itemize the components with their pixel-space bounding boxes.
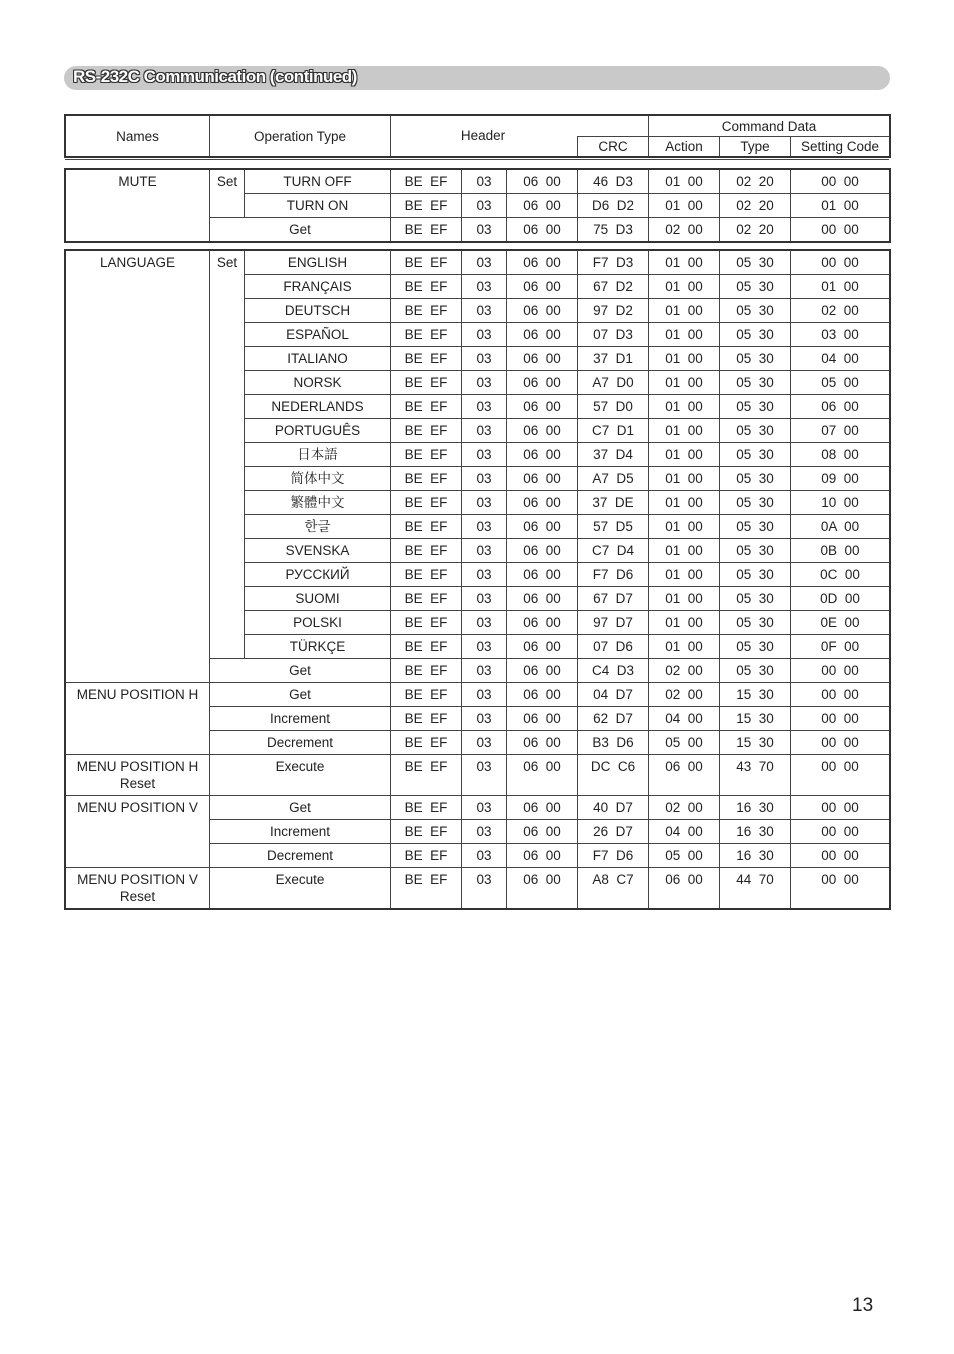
header-bytes-cell: BE EF [391, 659, 462, 683]
crc-cell: 67 D7 [578, 587, 649, 611]
setting-code-cell: 00 00 [791, 707, 890, 731]
action-cell: 01 00 [649, 467, 720, 491]
col-operation-type-header: Operation Type [210, 116, 391, 157]
crc-cell: 07 D6 [578, 635, 649, 659]
action-cell: 02 00 [649, 659, 720, 683]
header-bytes-cell: BE EF [391, 796, 462, 820]
menu-name-cell: MENU POSITION V [66, 796, 210, 868]
page-number: 13 [852, 1295, 874, 1316]
header-length-cell: 03 [462, 820, 507, 844]
crc-cell: 37 D1 [578, 347, 649, 371]
header-size-cell: 06 00 [507, 868, 578, 909]
header-size-cell: 06 00 [507, 563, 578, 587]
header-length-cell: 03 [462, 515, 507, 539]
setting-code-cell: 02 00 [791, 299, 890, 323]
type-cell: 05 30 [720, 635, 791, 659]
action-cell: 06 00 [649, 755, 720, 796]
type-cell: 05 30 [720, 347, 791, 371]
header-bytes-cell: BE EF [391, 371, 462, 395]
header-size-cell: 06 00 [507, 491, 578, 515]
setting-code-cell: 03 00 [791, 323, 890, 347]
header-bytes-cell: BE EF [391, 170, 462, 194]
header-length-cell: 03 [462, 731, 507, 755]
header-length-cell: 03 [462, 539, 507, 563]
header-bytes-cell: BE EF [391, 419, 462, 443]
type-cell: 05 30 [720, 611, 791, 635]
setting-code-cell: 00 00 [791, 659, 890, 683]
crc-cell: 04 D7 [578, 683, 649, 707]
header-bytes-cell: BE EF [391, 844, 462, 868]
type-cell: 05 30 [720, 251, 791, 275]
type-cell: 16 30 [720, 796, 791, 820]
operation-cell: 日本語 [245, 443, 391, 467]
header-size-cell: 06 00 [507, 251, 578, 275]
action-cell: 01 00 [649, 371, 720, 395]
col-type-header: Type [720, 137, 791, 157]
crc-cell: 57 D5 [578, 515, 649, 539]
type-cell: 05 30 [720, 467, 791, 491]
header-bytes-cell: BE EF [391, 755, 462, 796]
header-bytes-cell: BE EF [391, 707, 462, 731]
operation-cell: NORSK [245, 371, 391, 395]
setting-code-cell: 0E 00 [791, 611, 890, 635]
header-size-cell: 06 00 [507, 218, 578, 242]
crc-cell: 67 D2 [578, 275, 649, 299]
operation-cell: Get [210, 659, 391, 683]
type-cell: 05 30 [720, 395, 791, 419]
header-label-overlay: Header [460, 128, 506, 143]
operation-cell: FRANÇAIS [245, 275, 391, 299]
header-size-cell: 06 00 [507, 323, 578, 347]
action-cell: 05 00 [649, 731, 720, 755]
operation-cell: ESPAÑOL [245, 323, 391, 347]
header-size-cell: 06 00 [507, 796, 578, 820]
col-action-header: Action [649, 137, 720, 157]
menu-reset-name-cell: MENU POSITION H Reset [66, 755, 210, 796]
table-row [66, 170, 890, 194]
header-length-cell: 03 [462, 868, 507, 909]
setting-code-cell: 00 00 [791, 755, 890, 796]
header-size-cell: 06 00 [507, 539, 578, 563]
crc-cell: F7 D3 [578, 251, 649, 275]
operation-cell: TURN ON [245, 194, 391, 218]
header-length-cell: 03 [462, 659, 507, 683]
type-cell: 15 30 [720, 707, 791, 731]
header-length-cell: 03 [462, 491, 507, 515]
type-cell: 02 20 [720, 194, 791, 218]
setting-code-cell: 00 00 [791, 218, 890, 242]
action-cell: 01 00 [649, 275, 720, 299]
setting-code-cell: 00 00 [791, 868, 890, 909]
header-bytes-cell: BE EF [391, 443, 462, 467]
header-length-cell: 03 [462, 467, 507, 491]
header-size-cell: 06 00 [507, 443, 578, 467]
header-bytes-cell: BE EF [391, 563, 462, 587]
action-cell: 01 00 [649, 323, 720, 347]
setting-code-cell: 00 00 [791, 170, 890, 194]
action-cell: 01 00 [649, 170, 720, 194]
header-length-cell: 03 [462, 419, 507, 443]
operation-cell: ENGLISH [245, 251, 391, 275]
set-label-cell: Set [210, 251, 245, 659]
header-size-cell: 06 00 [507, 820, 578, 844]
operation-cell: Get [210, 796, 391, 820]
operation-cell: PORTUGUÊS [245, 419, 391, 443]
crc-cell: 37 D4 [578, 443, 649, 467]
operation-cell: РУССКИЙ [245, 563, 391, 587]
header-length-cell: 03 [462, 299, 507, 323]
action-cell: 01 00 [649, 299, 720, 323]
type-cell: 44 70 [720, 868, 791, 909]
action-cell: 01 00 [649, 563, 720, 587]
type-cell: 05 30 [720, 539, 791, 563]
header-bytes-cell: BE EF [391, 323, 462, 347]
type-cell: 05 30 [720, 515, 791, 539]
header-length-cell: 03 [462, 251, 507, 275]
setting-code-cell: 00 00 [791, 251, 890, 275]
header-size-cell: 06 00 [507, 275, 578, 299]
header-length-cell: 03 [462, 844, 507, 868]
header-length-cell: 03 [462, 635, 507, 659]
header-length-cell: 03 [462, 194, 507, 218]
language-name-cell: LANGUAGE [66, 251, 210, 683]
action-cell: 01 00 [649, 635, 720, 659]
header-size-cell: 06 00 [507, 419, 578, 443]
action-cell: 01 00 [649, 443, 720, 467]
header-length-cell: 03 [462, 170, 507, 194]
action-cell: 01 00 [649, 539, 720, 563]
setting-code-cell: 05 00 [791, 371, 890, 395]
crc-cell: 26 D7 [578, 820, 649, 844]
setting-code-cell: 08 00 [791, 443, 890, 467]
header-bytes-cell: BE EF [391, 467, 462, 491]
header-length-cell: 03 [462, 611, 507, 635]
type-cell: 05 30 [720, 659, 791, 683]
header-bytes-cell: BE EF [391, 611, 462, 635]
action-cell: 05 00 [649, 844, 720, 868]
type-cell: 05 30 [720, 299, 791, 323]
header-size-cell: 06 00 [507, 467, 578, 491]
setting-code-cell: 09 00 [791, 467, 890, 491]
col-names-header: Names [66, 116, 210, 157]
header-length-cell: 03 [462, 218, 507, 242]
header-size-cell: 06 00 [507, 635, 578, 659]
crc-cell: 57 D0 [578, 395, 649, 419]
crc-cell: A7 D0 [578, 371, 649, 395]
setting-code-cell: 00 00 [791, 844, 890, 868]
action-cell: 01 00 [649, 347, 720, 371]
crc-cell: F7 D6 [578, 563, 649, 587]
header-bytes-cell: BE EF [391, 587, 462, 611]
crc-cell: D6 D2 [578, 194, 649, 218]
crc-cell: F7 D6 [578, 844, 649, 868]
header-length-cell: 03 [462, 395, 507, 419]
header-bytes-cell: BE EF [391, 491, 462, 515]
header-size-cell: 06 00 [507, 731, 578, 755]
setting-code-cell: 00 00 [791, 820, 890, 844]
header-size-cell: 06 00 [507, 347, 578, 371]
setting-code-cell: 0A 00 [791, 515, 890, 539]
col-crc-header: CRC [578, 137, 649, 157]
operation-cell: DEUTSCH [245, 299, 391, 323]
operation-cell: SUOMI [245, 587, 391, 611]
crc-cell: B3 D6 [578, 731, 649, 755]
section-title: RS-232C Communication (continued) [73, 67, 357, 86]
header-size-cell: 06 00 [507, 395, 578, 419]
crc-cell: 62 D7 [578, 707, 649, 731]
operation-cell: Get [210, 218, 391, 242]
header-size-cell: 06 00 [507, 587, 578, 611]
type-cell: 05 30 [720, 371, 791, 395]
col-command-data-header: Command Data [649, 116, 890, 137]
crc-cell: 97 D2 [578, 299, 649, 323]
mute-name-cell: MUTE [66, 170, 210, 242]
table-row [66, 755, 890, 796]
operation-cell: TÜRKÇE [245, 635, 391, 659]
operation-cell: Increment [210, 707, 391, 731]
header-bytes-cell: BE EF [391, 275, 462, 299]
operation-cell: 한글 [245, 515, 391, 539]
mute-table [65, 169, 890, 242]
header-bytes-cell: BE EF [391, 299, 462, 323]
header-size-cell: 06 00 [507, 194, 578, 218]
action-cell: 01 00 [649, 419, 720, 443]
setting-code-cell: 0C 00 [791, 563, 890, 587]
action-cell: 02 00 [649, 683, 720, 707]
setting-code-cell: 01 00 [791, 275, 890, 299]
setting-code-cell: 04 00 [791, 347, 890, 371]
action-cell: 01 00 [649, 491, 720, 515]
action-cell: 01 00 [649, 194, 720, 218]
header-size-cell: 06 00 [507, 755, 578, 796]
header-length-cell: 03 [462, 683, 507, 707]
header-size-cell: 06 00 [507, 659, 578, 683]
header-bytes-cell: BE EF [391, 868, 462, 909]
header-size-cell: 06 00 [507, 844, 578, 868]
crc-cell: C4 D3 [578, 659, 649, 683]
header-length-cell: 03 [462, 347, 507, 371]
header-length-cell: 03 [462, 707, 507, 731]
crc-cell: 97 D7 [578, 611, 649, 635]
action-cell: 06 00 [649, 868, 720, 909]
action-cell: 04 00 [649, 707, 720, 731]
header-length-cell: 03 [462, 371, 507, 395]
header-double-rule [65, 159, 889, 160]
header-bytes-cell: BE EF [391, 194, 462, 218]
operation-cell: Decrement [210, 844, 391, 868]
operation-cell: 繁體中文 [245, 491, 391, 515]
setting-code-cell: 0D 00 [791, 587, 890, 611]
header-size-cell: 06 00 [507, 371, 578, 395]
crc-cell: 40 D7 [578, 796, 649, 820]
crc-cell: C7 D1 [578, 419, 649, 443]
header-length-cell: 03 [462, 275, 507, 299]
action-cell: 01 00 [649, 611, 720, 635]
crc-cell: A8 C7 [578, 868, 649, 909]
operation-cell: Increment [210, 820, 391, 844]
header-bytes-cell: BE EF [391, 347, 462, 371]
type-cell: 16 30 [720, 820, 791, 844]
header-length-cell: 03 [462, 587, 507, 611]
set-label-cell: Set [210, 170, 245, 218]
operation-cell: Execute [210, 755, 391, 796]
type-cell: 02 20 [720, 218, 791, 242]
operation-cell: Decrement [210, 731, 391, 755]
action-cell: 01 00 [649, 587, 720, 611]
type-cell: 05 30 [720, 563, 791, 587]
action-cell: 01 00 [649, 515, 720, 539]
action-cell: 02 00 [649, 796, 720, 820]
header-length-cell: 03 [462, 323, 507, 347]
menu-reset-name-cell: MENU POSITION V Reset [66, 868, 210, 909]
operation-cell: 简体中文 [245, 467, 391, 491]
type-cell: 05 30 [720, 587, 791, 611]
operation-cell: ITALIANO [245, 347, 391, 371]
setting-code-cell: 10 00 [791, 491, 890, 515]
action-cell: 04 00 [649, 820, 720, 844]
header-bytes-cell: BE EF [391, 395, 462, 419]
setting-code-cell: 01 00 [791, 194, 890, 218]
header-length-cell: 03 [462, 796, 507, 820]
operation-cell: Execute [210, 868, 391, 909]
operation-cell: Get [210, 683, 391, 707]
header-bytes-cell: BE EF [391, 683, 462, 707]
header-length-cell: 03 [462, 443, 507, 467]
menu-name-cell: MENU POSITION H [66, 683, 210, 755]
type-cell: 16 30 [720, 844, 791, 868]
header-size-cell: 06 00 [507, 611, 578, 635]
setting-code-cell: 00 00 [791, 731, 890, 755]
type-cell: 43 70 [720, 755, 791, 796]
action-cell: 01 00 [649, 251, 720, 275]
crc-cell: A7 D5 [578, 467, 649, 491]
header-size-cell: 06 00 [507, 683, 578, 707]
action-cell: 02 00 [649, 218, 720, 242]
header-bytes-cell: BE EF [391, 515, 462, 539]
operation-cell: SVENSKA [245, 539, 391, 563]
action-cell: 01 00 [649, 395, 720, 419]
setting-code-cell: 0B 00 [791, 539, 890, 563]
header-bytes-cell: BE EF [391, 218, 462, 242]
operation-cell: TURN OFF [245, 170, 391, 194]
type-cell: 15 30 [720, 731, 791, 755]
header-bytes-cell: BE EF [391, 251, 462, 275]
table-row [66, 251, 890, 275]
setting-code-cell: 00 00 [791, 796, 890, 820]
type-cell: 15 30 [720, 683, 791, 707]
header-bytes-cell: BE EF [391, 635, 462, 659]
setting-code-cell: 06 00 [791, 395, 890, 419]
type-cell: 05 30 [720, 491, 791, 515]
crc-cell: 46 D3 [578, 170, 649, 194]
header-length-cell: 03 [462, 563, 507, 587]
operation-cell: POLSKI [245, 611, 391, 635]
header-size-cell: 06 00 [507, 170, 578, 194]
crc-cell: 75 D3 [578, 218, 649, 242]
type-cell: 05 30 [720, 275, 791, 299]
header-length-cell: 03 [462, 755, 507, 796]
setting-code-cell: 00 00 [791, 683, 890, 707]
setting-code-cell: 0F 00 [791, 635, 890, 659]
table-row [66, 796, 890, 820]
header-bytes-cell: BE EF [391, 731, 462, 755]
type-cell: 05 30 [720, 443, 791, 467]
header-size-cell: 06 00 [507, 515, 578, 539]
crc-cell: 37 DE [578, 491, 649, 515]
language-menu-table [65, 250, 890, 909]
header-bytes-cell: BE EF [391, 820, 462, 844]
header-size-cell: 06 00 [507, 707, 578, 731]
type-cell: 05 30 [720, 419, 791, 443]
header-bytes-cell: BE EF [391, 539, 462, 563]
operation-cell: NEDERLANDS [245, 395, 391, 419]
col-setting-code-header: Setting Code [791, 137, 890, 157]
section-title-bar [64, 66, 890, 90]
header-size-cell: 06 00 [507, 299, 578, 323]
crc-cell: 07 D3 [578, 323, 649, 347]
setting-code-cell: 07 00 [791, 419, 890, 443]
table-row [66, 868, 890, 909]
crc-cell: DC C6 [578, 755, 649, 796]
table-row [66, 683, 890, 707]
crc-cell: C7 D4 [578, 539, 649, 563]
type-cell: 02 20 [720, 170, 791, 194]
type-cell: 05 30 [720, 323, 791, 347]
